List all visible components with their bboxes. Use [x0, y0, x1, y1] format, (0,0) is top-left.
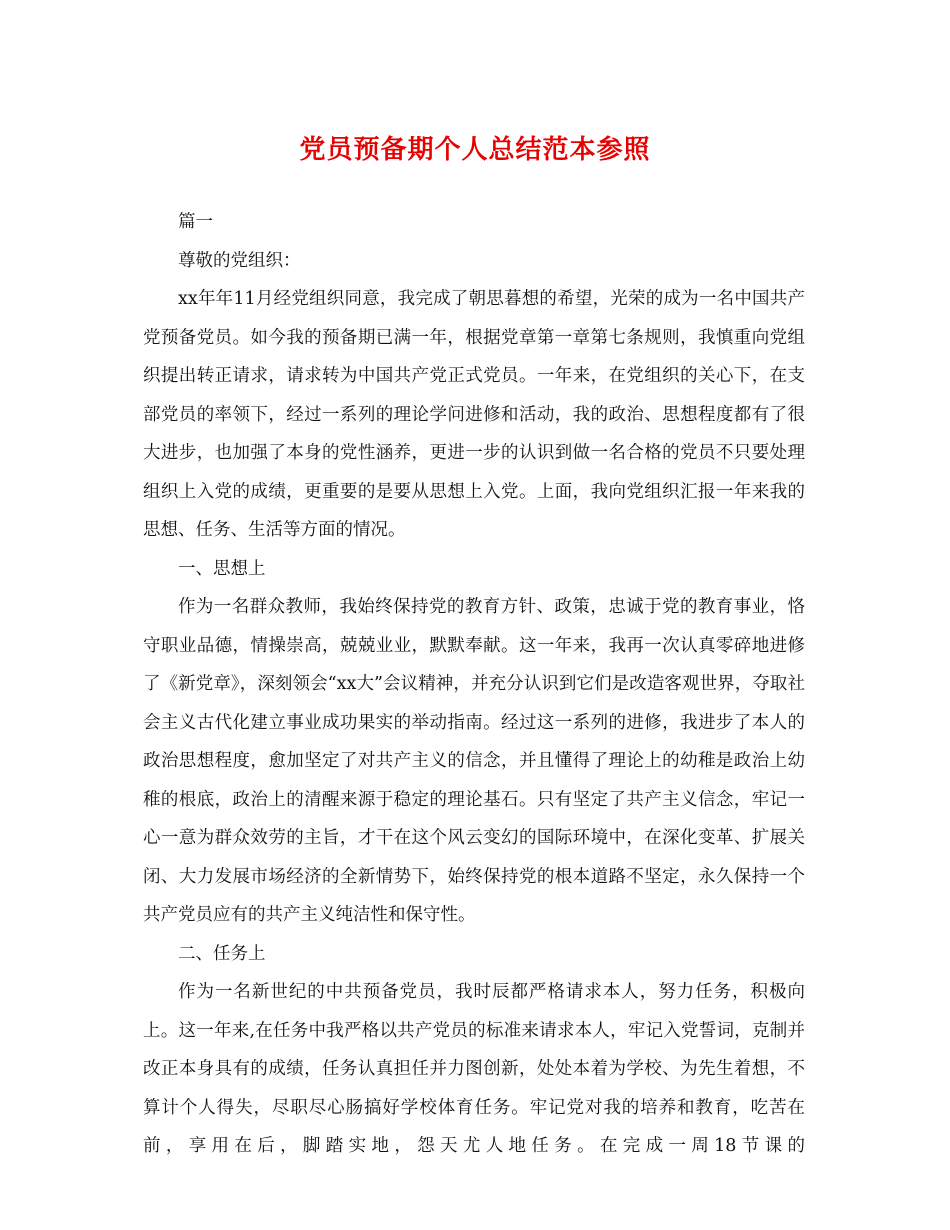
document-title: 党员预备期个人总结范本参照 [299, 135, 651, 165]
work-paragraph: 作为一名新世纪的中共预备党员，我时辰都严格请求本人，努力任务，积极向上。这一年来,在任务中我严格以共产党员的标准来请求本人，牢记入党誓词，克制并改正本身具有的成绩，任务认真担任并力图创新，处处本着为学校、为先生着想，不算计个人得失，尽职尽心肠搞好学校体育任务。牢记党对我的培养和教育，吃苦在前，享用在后，脚踏实地，怨天尤人地任务。在完成一周18节课的 [143, 982, 805, 1156]
salutation: 尊敬的党组织： [178, 250, 301, 271]
thought-paragraph: 作为一名群众教师，我始终保持党的教育方针、政策，忠诚于党的教育事业，恪守职业品德，情操崇高，兢兢业业，默默奉献。这一年来，我再一次认真零碎地进修了《新党章》，深刻领会“xx大”会议精神，并充分认识到它们是改造客观世界，夺取社会主义古代化建立事业成功果实的举动指南。经过这一系列的进修，我进步了本人的政治思想程度，愈加坚定了对共产主义的信念，并且懂得了理论上的幼稚是政治上幼稚的根底，政治上的清醒来源于稳定的理论基石。只有坚定了共产主义信念，牢记一心一意为群众效劳的主旨，才干在这个风云变幻的国际环境中，在深化变革、扩展关闭、大力发展市场经济的全新情势下，始终保持党的根本道路不坚定，永久保持一个共产党员应有的共产主义纯洁性和保守性。 [143, 597, 805, 925]
document-body [143, 203, 805, 1166]
section-label: 篇一 [178, 212, 213, 232]
intro-paragraph: xx年年11月经党组织同意，我完成了朝思暮想的希望，光荣的成为一名中国共产党预备党员。如今我的预备期已满一年，根据党章第一章第七条规则，我慎重向党组织提出转正请求，请求转为中国共产党正式党员。一年来，在党组织的关心下，在支部党员的率领下，经过一系列的理论学问进修和活动，我的政治、思想程度都有了很大进步，也加强了本身的党性涵养，更进一步的认识到做一名合格的党员不只要处理组织上入党的成绩，更重要的是要从思想上入党。上面，我向党组织汇报一年来我的思想、任务、生活等方面的情况。 [143, 289, 805, 540]
section-heading-work: 二、任务上 [178, 943, 266, 964]
section-heading-thought: 一、思想上 [178, 558, 266, 579]
